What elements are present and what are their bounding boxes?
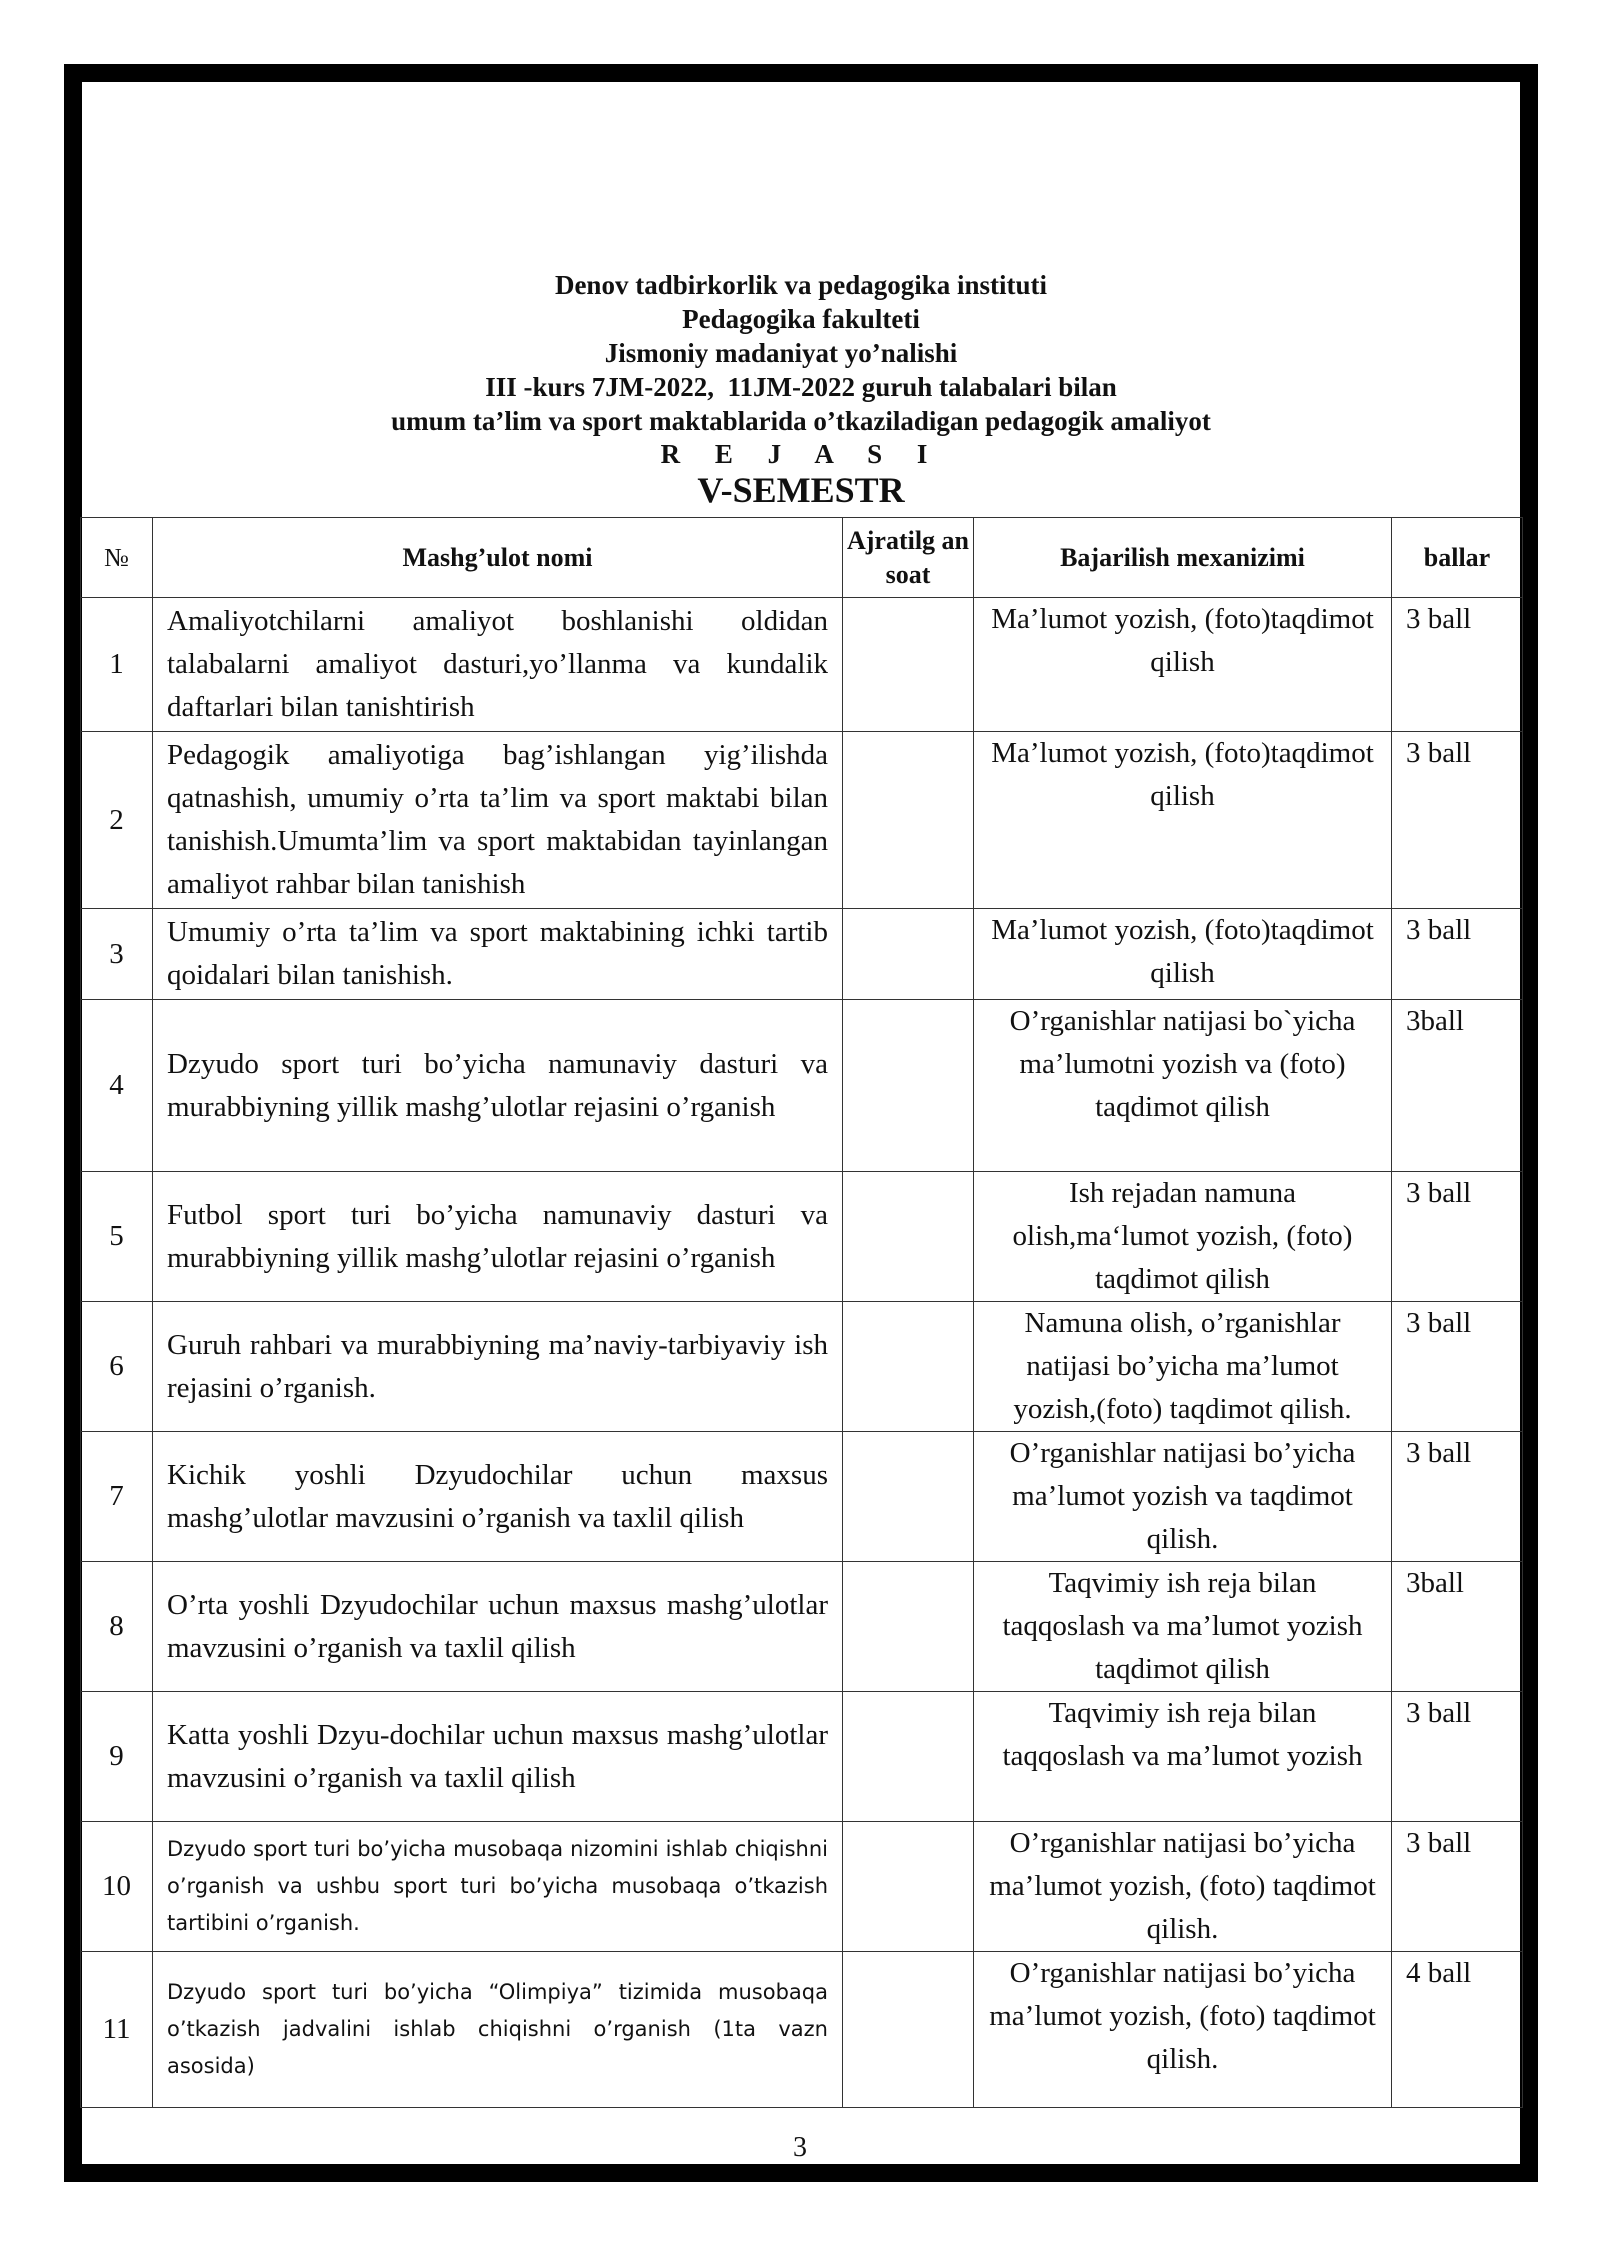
row-number: 3 <box>81 909 153 1000</box>
header-number: № <box>81 518 153 598</box>
row-activity-name: Katta yoshli Dzyu-dochilar uchun maxsus mashg’ulotlar mavzusini o’rganish va taxlil qilish <box>153 1692 843 1822</box>
row-activity-name: Pedagogik amaliyotiga bag’ishlangan yig’ilishda qatnashish, umumiy o’rta ta’lim va sport maktabi bilan tanishish.Umumta’lim va sport maktabidan tayinlangan amaliyot rahbar bilan tanishish <box>153 732 843 909</box>
row-hours <box>843 1172 974 1302</box>
row-points: 3 ball <box>1392 1432 1523 1562</box>
row-points: 3 ball <box>1392 598 1523 732</box>
practice-description: umum ta’lim va sport maktablarida o’tkaziladigan pedagogik amaliyot <box>391 406 1211 436</box>
header-hours: Ajratilg an soat <box>843 518 974 598</box>
row-number: 6 <box>81 1302 153 1432</box>
row-mechanism: O’rganishlar natijasi bo’yicha ma’lumot yozish va taqdimot qilish. <box>974 1432 1392 1562</box>
header-points: ballar <box>1392 518 1523 598</box>
row-hours <box>843 909 974 1000</box>
row-number: 8 <box>81 1562 153 1692</box>
table-row <box>81 598 1523 732</box>
faculty-name: Pedagogika fakulteti <box>682 304 920 334</box>
row-activity-name: Dzyudo sport turi bo’yicha musobaqa nizomini ishlab chiqishni o’rganish va ushbu sport turi bo’yicha musobaqa o’tkazish tartibini o’rganish. <box>153 1822 843 1952</box>
document-header <box>82 268 1520 510</box>
row-points: 3 ball <box>1392 1172 1523 1302</box>
table-row <box>81 1822 1523 1952</box>
row-hours <box>843 732 974 909</box>
row-mechanism: O’rganishlar natijasi bo`yicha ma’lumotni yozish va (foto) taqdimot qilish <box>974 1000 1392 1172</box>
row-points: 3 ball <box>1392 1692 1523 1822</box>
row-hours <box>843 1952 974 2108</box>
page-number: 3 <box>793 2132 807 2163</box>
row-activity-name: Kichik yoshli Dzyudochilar uchun maxsus mashg’ulotlar mavzusini o’rganish va taxlil qilish <box>153 1432 843 1562</box>
table-row <box>81 1000 1523 1172</box>
row-mechanism: Namuna olish, o’rganishlar natijasi bo’yicha ma’lumot yozish,(foto) taqdimot qilish. <box>974 1302 1392 1432</box>
row-mechanism: Ma’lumot yozish, (foto)taqdimot qilish <box>974 598 1392 732</box>
row-number: 5 <box>81 1172 153 1302</box>
row-mechanism: Ma’lumot yozish, (foto)taqdimot qilish <box>974 909 1392 1000</box>
row-number: 7 <box>81 1432 153 1562</box>
row-points: 3ball <box>1392 1562 1523 1692</box>
row-number: 11 <box>81 1952 153 2108</box>
row-hours <box>843 1562 974 1692</box>
plan-title: R E J A S I <box>660 439 942 469</box>
header-mechanism: Bajarilish mexanizimi <box>974 518 1392 598</box>
row-activity-name: Futbol sport turi bo’yicha namunaviy dasturi va murabbiyning yillik mashg’ulotlar rejasini o’rganish <box>153 1172 843 1302</box>
row-number: 4 <box>81 1000 153 1172</box>
row-mechanism: Taqvimiy ish reja bilan taqqoslash va ma’lumot yozish <box>974 1692 1392 1822</box>
row-points: 3 ball <box>1392 909 1523 1000</box>
table-row <box>81 1562 1523 1692</box>
header-activity-name: Mashg’ulot nomi <box>153 518 843 598</box>
row-points: 3 ball <box>1392 732 1523 909</box>
institute-name: Denov tadbirkorlik va pedagogika instituti <box>554 270 1048 300</box>
row-activity-name: O’rta yoshli Dzyudochilar uchun maxsus mashg’ulotlar mavzusini o’rganish va taxlil qilish <box>153 1562 843 1692</box>
row-points: 3ball <box>1392 1000 1523 1172</box>
table-row <box>81 1172 1523 1302</box>
row-hours <box>843 1692 974 1822</box>
row-points: 4 ball <box>1392 1952 1523 2108</box>
row-hours <box>843 1822 974 1952</box>
table-row <box>81 1302 1523 1432</box>
row-activity-name: Guruh rahbari va murabbiyning ma’naviy-tarbiyaviy ish rejasini o’rganish. <box>153 1302 843 1432</box>
table-row <box>81 909 1523 1000</box>
table-row <box>81 1952 1523 2108</box>
row-number: 10 <box>81 1822 153 1952</box>
row-mechanism: Taqvimiy ish reja bilan taqqoslash va ma’lumot yozish taqdimot qilish <box>974 1562 1392 1692</box>
row-activity-name: Dzyudo sport turi bo’yicha “Olimpiya” tizimida musobaqa o’tkazish jadvalini ishlab chiqishni o’rganish (1ta vazn asosida) <box>153 1952 843 2108</box>
row-activity-name: Dzyudo sport turi bo’yicha namunaviy dasturi va murabbiyning yillik mashg’ulotlar rejasini o’rganish <box>153 1000 843 1172</box>
plan-table <box>80 517 1523 2108</box>
course-groups: III -kurs 7JM-2022, 11JM-2022 guruh talabalari bilan <box>485 372 1117 402</box>
row-number: 9 <box>81 1692 153 1822</box>
row-mechanism: Ma’lumot yozish, (foto)taqdimot qilish <box>974 732 1392 909</box>
row-activity-name: Umumiy o’rta ta’lim va sport maktabining ichki tartib qoidalari bilan tanishish. <box>153 909 843 1000</box>
row-mechanism: O’rganishlar natijasi bo’yicha ma’lumot yozish, (foto) taqdimot qilish. <box>974 1822 1392 1952</box>
row-number: 1 <box>81 598 153 732</box>
row-hours <box>843 598 974 732</box>
row-activity-name: Amaliyotchilarni amaliyot boshlanishi oldidan talabalarni amaliyot dasturi,yo’llanma va kundalik daftarlari bilan tanishtirish <box>153 598 843 732</box>
row-hours <box>843 1302 974 1432</box>
row-hours <box>843 1432 974 1562</box>
row-points: 3 ball <box>1392 1302 1523 1432</box>
department-name: Jismoniy madaniyat yo’nalishi <box>604 338 958 368</box>
row-hours <box>843 1000 974 1172</box>
semester-title: V-SEMESTR <box>697 470 905 510</box>
row-mechanism: O’rganishlar natijasi bo’yicha ma’lumot yozish, (foto) taqdimot qilish. <box>974 1952 1392 2108</box>
row-points: 3 ball <box>1392 1822 1523 1952</box>
row-number: 2 <box>81 732 153 909</box>
table-header-row <box>81 518 1523 598</box>
table-row <box>81 732 1523 909</box>
table-row <box>81 1692 1523 1822</box>
table-row <box>81 1432 1523 1562</box>
row-mechanism: Ish rejadan namuna olish,ma‘lumot yozish, (foto) taqdimot qilish <box>974 1172 1392 1302</box>
